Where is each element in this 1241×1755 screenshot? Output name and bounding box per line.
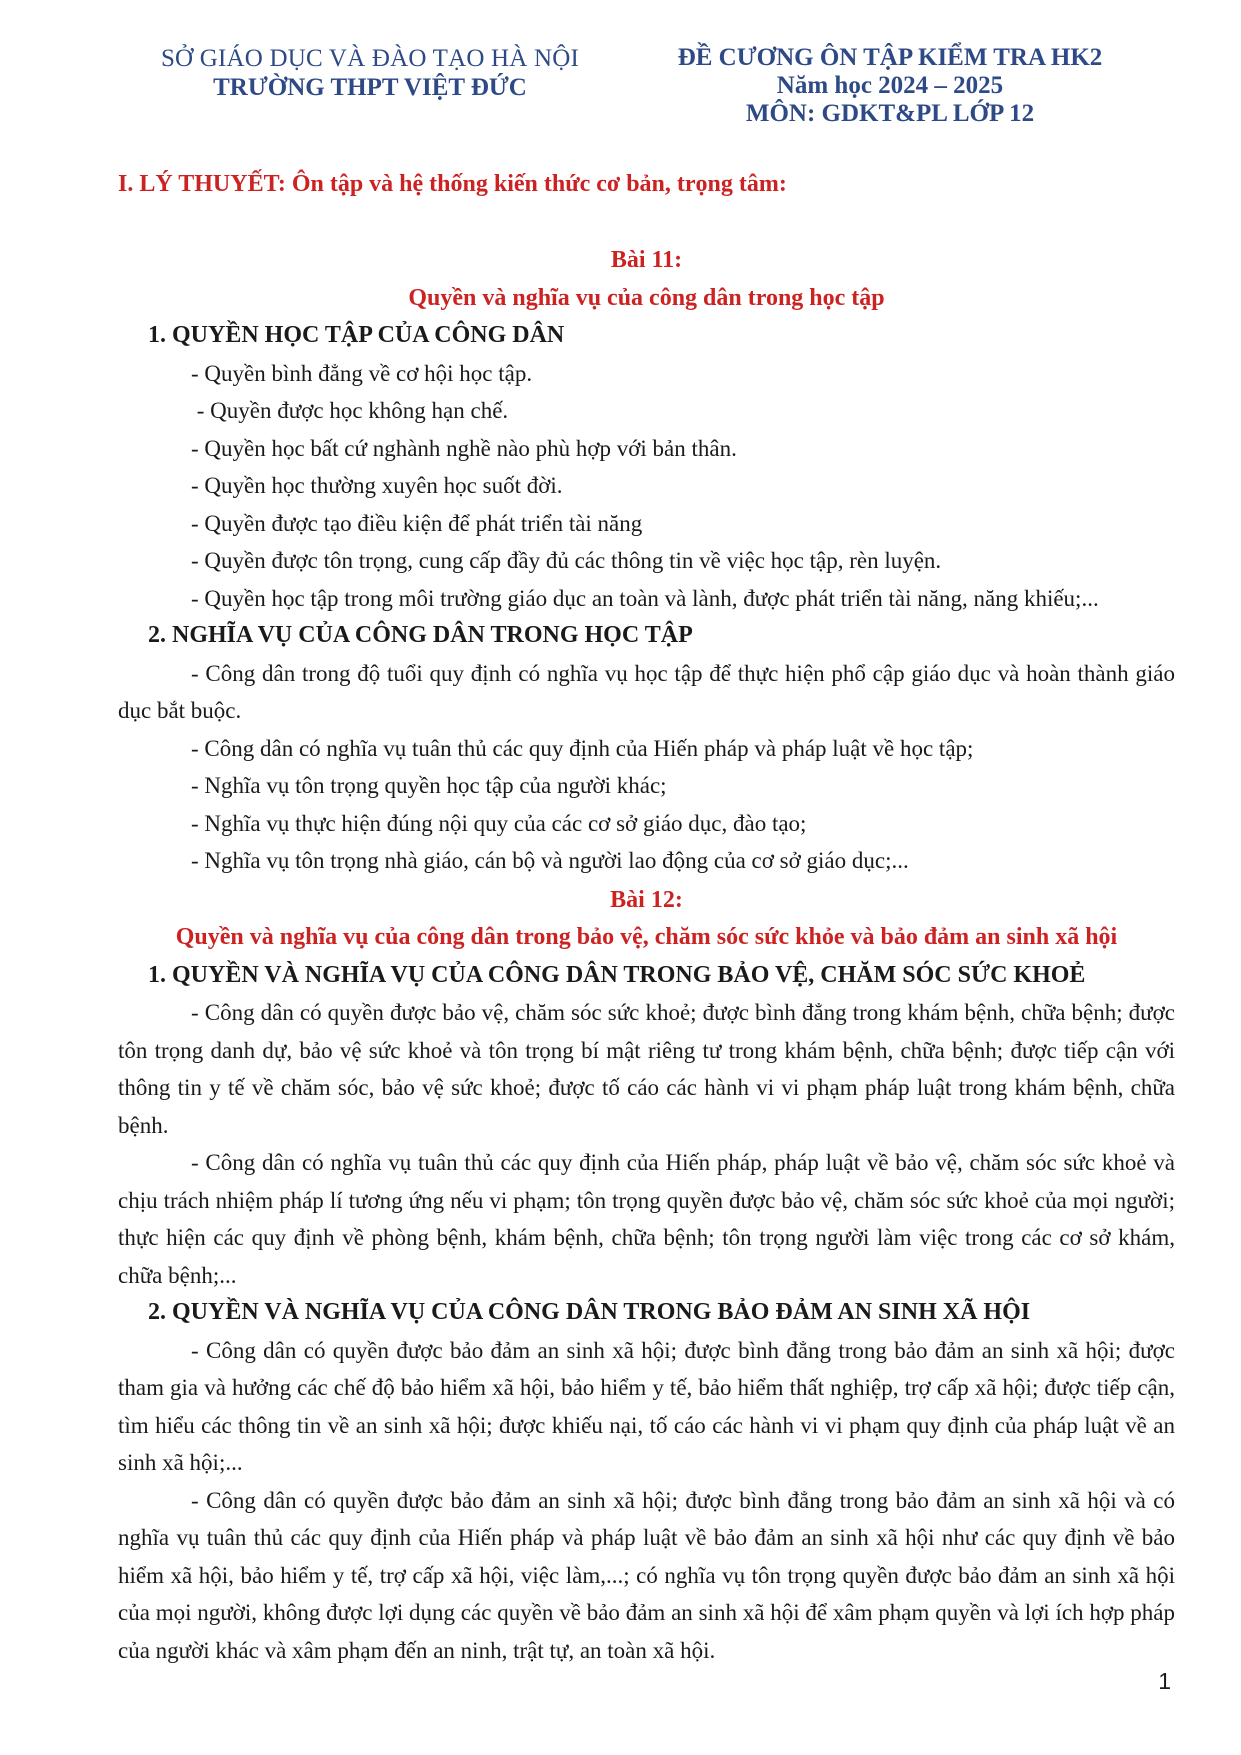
- paragraph: - Công dân có quyền được bảo đảm an sinh xã hội; được bình đẳng trong bảo đảm an sinh xã hội và có nghĩa vụ tuân thủ các quy định của Hiến pháp và pháp luật về bảo đảm an sinh xã hội như các quy định về bảo hiểm xã hội, bảo hiểm y tế, trợ cấp xã hội, việc làm,...; có nghĩa vụ tôn trọng quyền được bảo đảm an sinh xã hội của mọi người, không được lợi dụng các quyền về bảo đảm an sinh xã hội để xâm phạm quyền và lợi ích hợp pháp của người khác và xâm phạm đến an ninh, trật tự, an toàn xã hội.: [118, 1487, 1175, 1663]
- lesson-11-title: Quyền và nghĩa vụ của công dân trong học tập: [408, 284, 885, 311]
- list-item: - Nghĩa vụ tôn trọng nhà giáo, cán bộ và người lao động của cơ sở giáo dục;...: [191, 848, 909, 873]
- paragraph: - Công dân trong độ tuổi quy định có nghĩa vụ học tập để thực hiện phổ cập giáo dục và hoàn thành giáo dục bắt buộc.: [118, 660, 1175, 723]
- lesson-11-number: Bài 11:: [610, 247, 683, 273]
- department-name: SỞ GIÁO DỤC VÀ ĐÀO TẠO HÀ NỘI: [160, 45, 580, 72]
- list-item: - Công dân có nghĩa vụ tuân thủ các quy định của Hiến pháp và pháp luật về học tập;: [191, 735, 974, 761]
- list-item: - Quyền bình đẳng về cơ hội học tập.: [191, 360, 533, 386]
- list-item: - Quyền được tạo điều kiện để phát triển tài năng: [191, 510, 643, 536]
- paragraph: - Công dân có nghĩa vụ tuân thủ các quy định của Hiến pháp, pháp luật về bảo vệ, chăm sóc sức khoẻ và chịu trách nhiệm pháp lí tương ứng nếu vi phạm; tôn trọng quyền được bảo vệ, chăm sóc sức khoẻ của mọi người; thực hiện các quy định về phòng bệnh, khám bệnh, chữa bệnh; tôn trọng người làm việc trong các cơ sở khám, chữa bệnh;...: [118, 1150, 1175, 1288]
- lesson-12-part-1-heading: 1. QUYỀN VÀ NGHĨA VỤ CỦA CÔNG DÂN TRONG BẢO VỆ, CHĂM SÓC SỨC KHOẺ: [148, 961, 1086, 988]
- document-title: ĐỀ CƯƠNG ÔN TẬP KIỂM TRA HK2: [677, 44, 1103, 71]
- subject: MÔN: GDKT&PL LỚP 12: [745, 100, 1035, 127]
- list-item: - Nghĩa vụ tôn trọng quyền học tập của người khác;: [191, 773, 667, 798]
- header-right: [640, 44, 1140, 128]
- page-number: 1: [1158, 1668, 1171, 1694]
- lesson-12-part-2-heading: 2. QUYỀN VÀ NGHĨA VỤ CỦA CÔNG DÂN TRONG BẢO ĐẢM AN SINH XÃ HỘI: [148, 1299, 1031, 1325]
- lesson-12-number: Bài 12:: [610, 886, 683, 913]
- document-body: [118, 242, 1175, 1669]
- school-year: Năm học 2024 – 2025: [776, 72, 1004, 99]
- header-left: [160, 44, 580, 102]
- lesson-12-title: Quyền và nghĩa vụ của công dân trong bảo vệ, chăm sóc sức khỏe và bảo đảm an sinh xã hội: [175, 924, 1118, 950]
- list-item: - Quyền học bất cứ nghành nghề nào phù hợp với bản thân.: [191, 435, 737, 461]
- section-title: I. LÝ THUYẾT: Ôn tập và hệ thống kiến thức cơ bản, trọng tâm:: [118, 171, 787, 197]
- list-item: - Quyền được học không hạn chế.: [191, 398, 509, 423]
- list-item: - Nghĩa vụ thực hiện đúng nội quy của các cơ sở giáo dục, đào tạo;: [191, 810, 807, 836]
- paragraph: - Công dân có quyền được bảo đảm an sinh xã hội; được bình đẳng trong bảo đảm an sinh xã hội; được tham gia và hưởng các chế độ bảo hiểm xã hội, bảo hiểm y tế, bảo hiểm thất nghiệp, trợ cấp xã hội; được tiếp cận, tìm hiểu các thông tin về an sinh xã hội; được khiếu nại, tố cáo các hành vi vi phạm quy định của pháp luật về an sinh xã hội;...: [118, 1337, 1175, 1475]
- list-item: - Quyền được tôn trọng, cung cấp đầy đủ các thông tin về việc học tập, rèn luyện.: [191, 548, 942, 573]
- list-item: - Quyền học tập trong môi trường giáo dục an toàn và lành, được phát triển tài năng, năng khiếu;...: [191, 585, 1099, 611]
- lesson-11-part-2-heading: 2. NGHĨA VỤ CỦA CÔNG DÂN TRONG HỌC TẬP: [148, 622, 693, 648]
- paragraph: - Công dân có quyền được bảo vệ, chăm sóc sức khoẻ; được bình đẳng trong khám bệnh, chữa bệnh; được tôn trọng danh dự, bảo vệ sức khoẻ và tôn trọng bí mật riêng tư trong khám bệnh, chữa bệnh; được tiếp cận với thông tin y tế về chăm sóc, bảo vệ sức khoẻ; được tố cáo các hành vi vi phạm pháp luật trong khám bệnh, chữa bệnh.: [118, 1000, 1175, 1138]
- list-item: - Quyền học thường xuyên học suốt đời.: [191, 473, 563, 498]
- lesson-11-part-1-heading: 1. QUYỀN HỌC TẬP CỦA CÔNG DÂN: [148, 322, 565, 348]
- school-name: TRƯỜNG THPT VIỆT ĐỨC: [213, 74, 527, 101]
